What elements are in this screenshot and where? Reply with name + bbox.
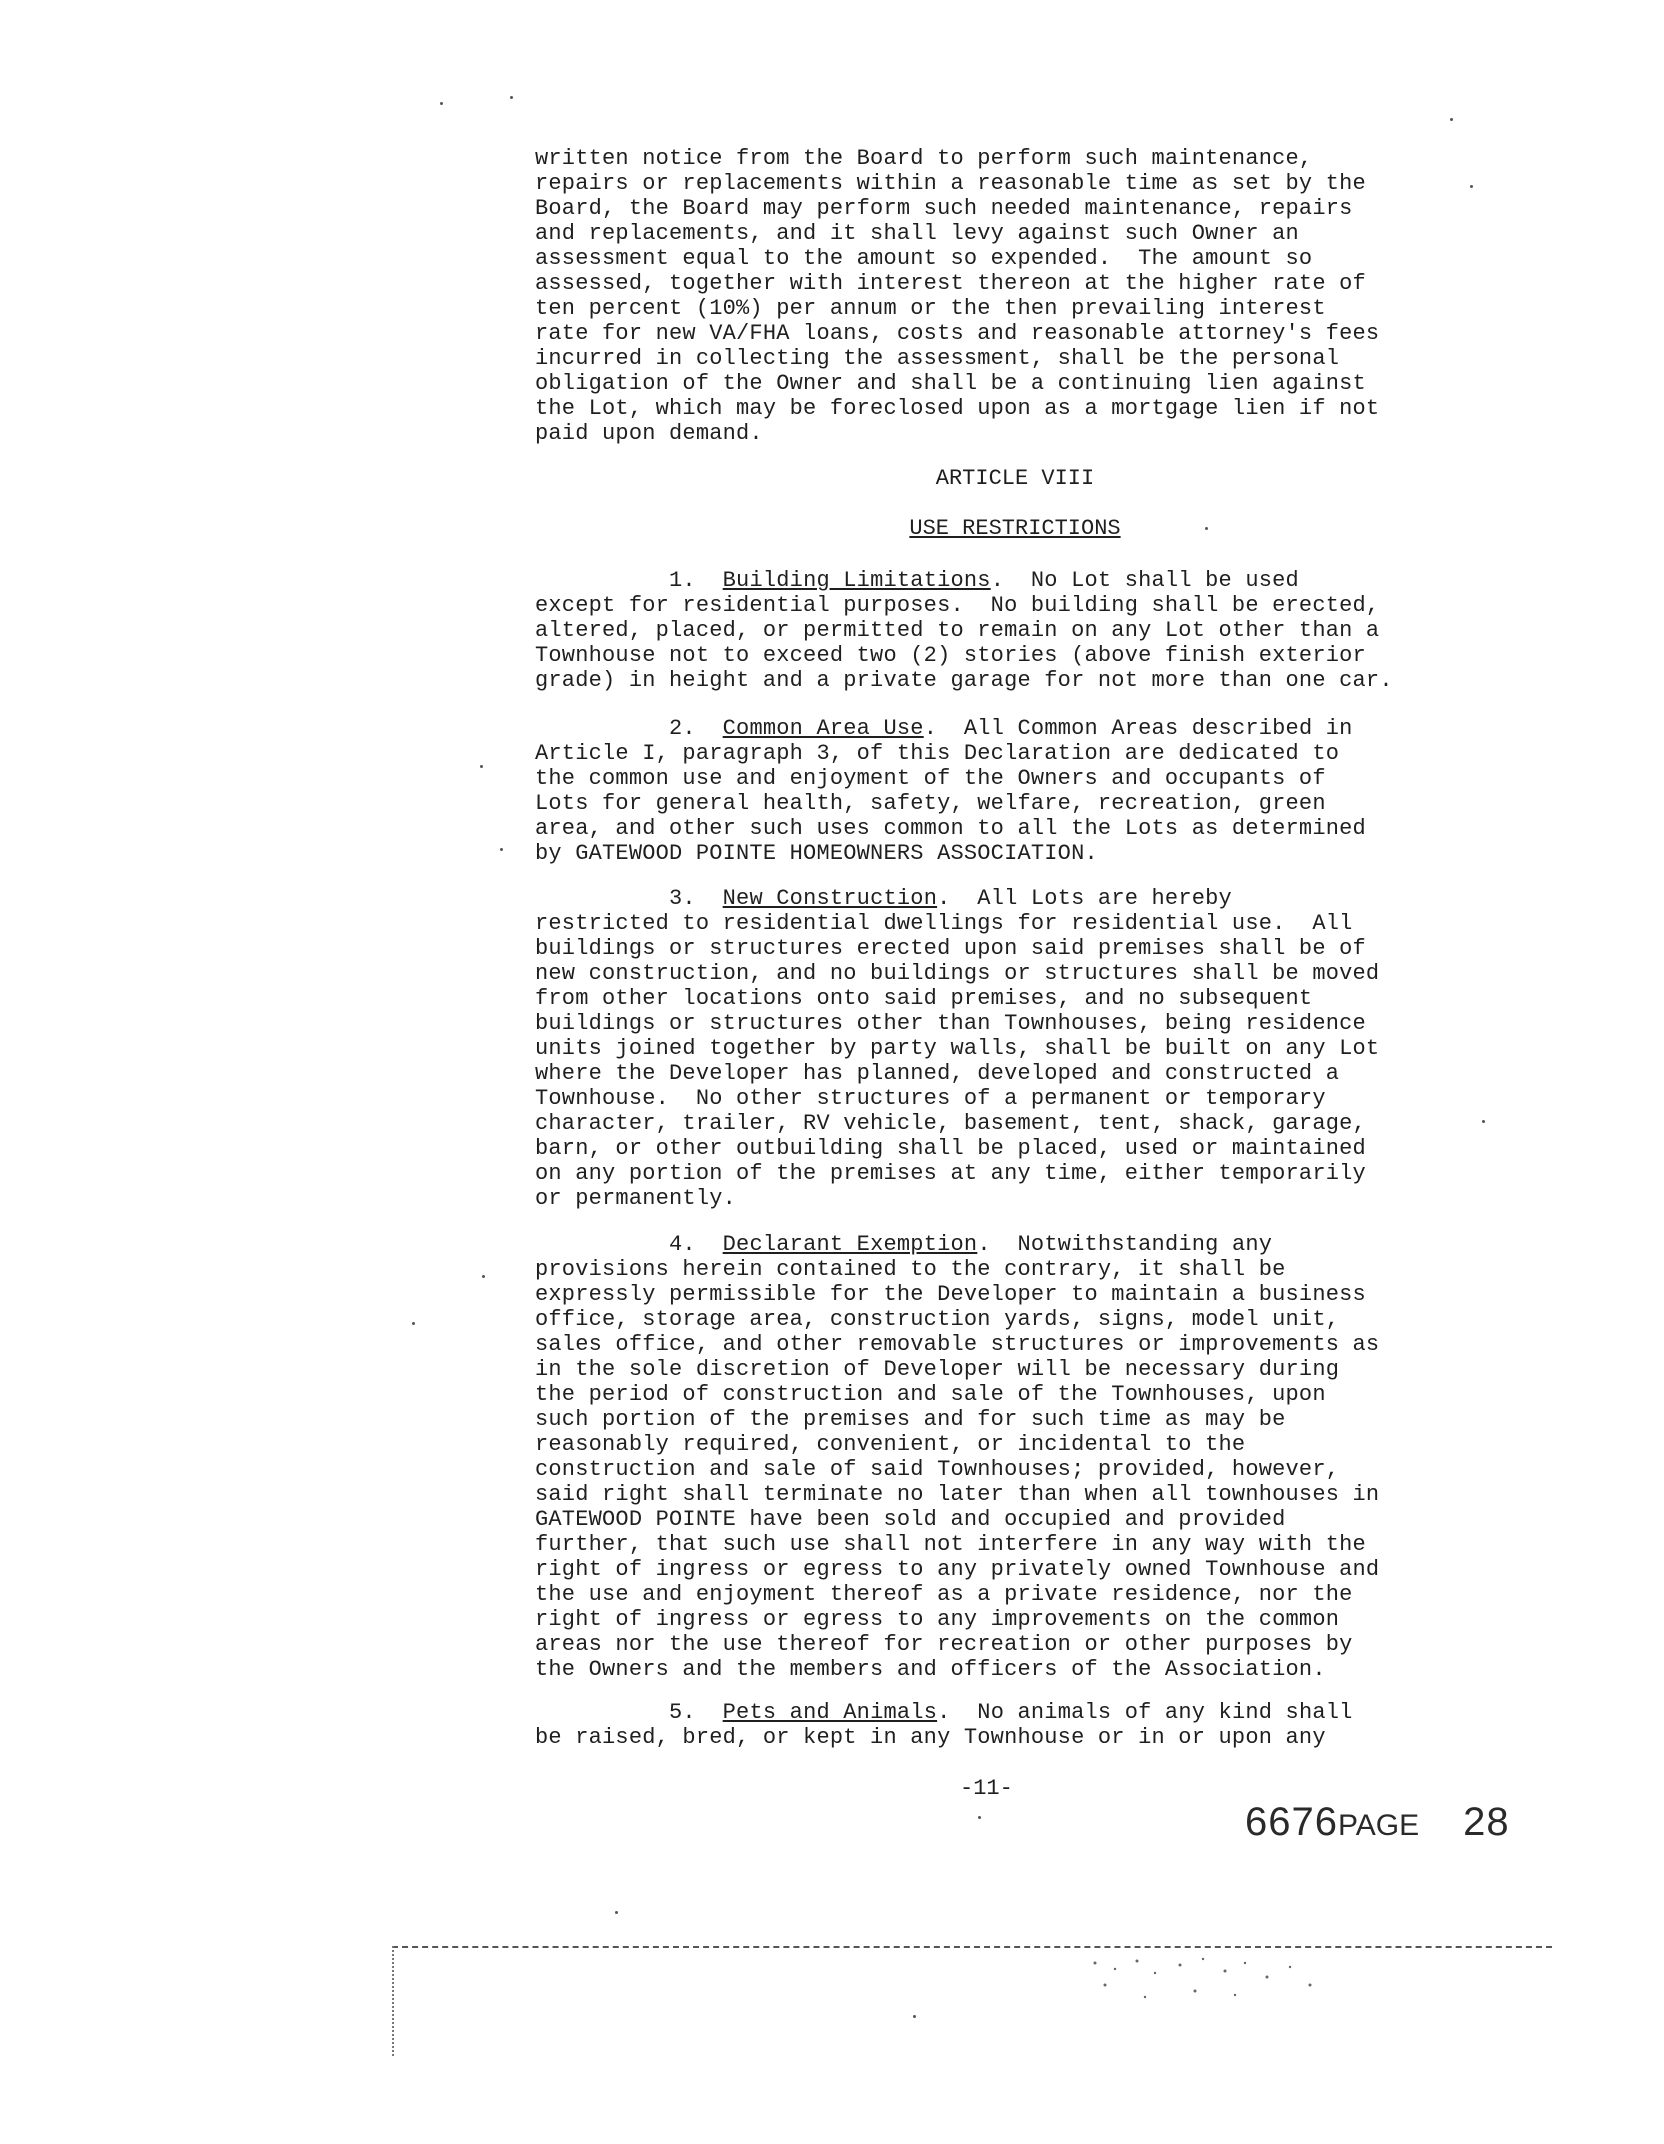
text-line: from other locations onto said premises, and no subsequent (535, 986, 1313, 1011)
text-line: expressly permissible for the Developer to maintain a business (535, 1282, 1366, 1307)
text-line: or permanently. (535, 1186, 737, 1211)
section-first-line-rest: . All Lots are hereby (937, 886, 1232, 911)
section-number: 4. (669, 1232, 696, 1257)
text-line: the period of construction and sale of the Townhouses, upon (535, 1382, 1326, 1407)
text-line: by GATEWOOD POINTE HOMEOWNERS ASSOCIATION. (535, 841, 1098, 866)
scan-speck (480, 765, 483, 768)
article-title: ARTICLE VIII (935, 466, 1095, 491)
page-label: PAGE (1337, 1809, 1420, 1842)
section-heading: Building Limitations (722, 568, 991, 593)
section-heading: Common Area Use (722, 716, 924, 741)
section-2 (535, 716, 1455, 866)
text-line: Board, the Board may perform such needed maintenance, repairs (535, 196, 1353, 221)
text-line: incurred in collecting the assessment, shall be the personal (535, 346, 1340, 371)
intro-paragraph (535, 146, 1455, 446)
section-heading: Pets and Animals (722, 1700, 938, 1725)
text-line: assessment equal to the amount so expended. The amount so (535, 246, 1313, 271)
text-line: further, that such use shall not interfere in any way with the (535, 1532, 1366, 1557)
section-heading: Declarant Exemption (722, 1232, 978, 1257)
scan-speck (615, 1911, 618, 1914)
text-line: grade) in height and a private garage for not more than one car. (535, 668, 1393, 693)
section-4 (535, 1232, 1455, 1682)
scan-speck (1205, 527, 1208, 530)
scan-speck (440, 102, 443, 105)
text-line: paid upon demand. (535, 421, 763, 446)
text-line: barn, or other outbuilding shall be placed, used or maintained (535, 1136, 1366, 1161)
scan-noise (1085, 1955, 1335, 2015)
text-line: Townhouse. No other structures of a permanent or temporary (535, 1086, 1326, 1111)
text-line: said right shall terminate no later than when all townhouses in (535, 1482, 1380, 1507)
text-line: the Lot, which may be foreclosed upon as a mortgage lien if not (535, 396, 1380, 421)
scan-speck (412, 1322, 415, 1325)
section-5 (535, 1700, 1455, 1750)
text-line: area, and other such uses common to all the Lots as determined (535, 816, 1366, 841)
section-number: 3. (669, 886, 696, 911)
text-line: the Owners and the members and officers of the Association. (535, 1657, 1326, 1682)
scan-speck (510, 96, 513, 99)
text-line: sales office, and other removable structures or improvements as (535, 1332, 1380, 1357)
book-page-stamp (1245, 1800, 1510, 1845)
text-line: the common use and enjoyment of the Owners and occupants of (535, 766, 1326, 791)
section-first-line-rest: . All Common Areas described in (923, 716, 1353, 741)
text-line: on any portion of the premises at any time, either temporarily (535, 1161, 1366, 1186)
text-line: buildings or structures erected upon said premises shall be of (535, 936, 1366, 961)
section-first-line (535, 716, 1455, 741)
section-3 (535, 886, 1455, 1211)
text-line: right of ingress or egress to any improvements on the common (535, 1607, 1340, 1632)
text-line: reasonably required, convenient, or incidental to the (535, 1432, 1246, 1457)
section-first-line-rest: . No Lot shall be used (990, 568, 1299, 593)
section-first-line-rest: . Notwithstanding any (977, 1232, 1273, 1257)
book-number: 6676 (1245, 1800, 1338, 1844)
section-first-line (535, 568, 1455, 593)
text-line: buildings or structures other than Townhouses, being residence (535, 1011, 1366, 1036)
section-number: 2. (669, 716, 696, 741)
text-line: GATEWOOD POINTE have been sold and occupied and provided (535, 1507, 1286, 1532)
text-line: altered, placed, or permitted to remain on any Lot other than a (535, 618, 1380, 643)
section-first-line-rest: . No animals of any kind shall (937, 1700, 1353, 1725)
scan-speck (978, 1816, 981, 1819)
section-number: 5. (669, 1700, 696, 1725)
section-number: 1. (669, 568, 696, 593)
section-1 (535, 568, 1455, 693)
section-first-line (535, 1232, 1455, 1257)
text-line: ten percent (10%) per annum or the then prevailing interest (535, 296, 1326, 321)
text-line: new construction, and no buildings or structures shall be moved (535, 961, 1380, 986)
text-line: right of ingress or egress to any privately owned Townhouse and (535, 1557, 1380, 1582)
scan-speck (1482, 1120, 1485, 1123)
text-line: Lots for general health, safety, welfare, recreation, green (535, 791, 1326, 816)
text-line: be raised, bred, or kept in any Townhouse or in or upon any (535, 1725, 1326, 1750)
scan-left-edge (392, 1946, 394, 2056)
text-line: the use and enjoyment thereof as a private residence, nor the (535, 1582, 1353, 1607)
text-line: except for residential purposes. No building shall be erected, (535, 593, 1380, 618)
text-line: in the sole discretion of Developer will be necessary during (535, 1357, 1340, 1382)
scan-edge-line (392, 1946, 1552, 1948)
section-first-line (535, 886, 1455, 911)
text-line: Townhouse not to exceed two (2) stories (above finish exterior (535, 643, 1366, 668)
scan-speck (1470, 185, 1473, 188)
text-line: assessed, together with interest thereon at the higher rate of (535, 271, 1366, 296)
text-line: provisions herein contained to the contrary, it shall be (535, 1257, 1286, 1282)
recorded-page-number: 28 (1463, 1800, 1510, 1844)
page-number: -11- (960, 1776, 1013, 1801)
text-line: office, storage area, construction yards, signs, model unit, (535, 1307, 1340, 1332)
section-first-line (535, 1700, 1455, 1725)
text-line: and replacements, and it shall levy against such Owner an (535, 221, 1299, 246)
scan-speck (482, 1275, 485, 1278)
text-line: where the Developer has planned, developed and constructed a (535, 1061, 1340, 1086)
text-line: repairs or replacements within a reasonable time as set by the (535, 171, 1366, 196)
text-line: obligation of the Owner and shall be a continuing lien against (535, 371, 1366, 396)
text-line: written notice from the Board to perform such maintenance, (535, 146, 1313, 171)
text-line: areas nor the use thereof for recreation or other purposes by (535, 1632, 1353, 1657)
scan-speck (1450, 118, 1453, 121)
text-line: restricted to residential dwellings for residential use. All (535, 911, 1353, 936)
article-subtitle: USE RESTRICTIONS (909, 516, 1121, 541)
section-heading: New Construction (722, 886, 938, 911)
scan-speck (913, 2015, 916, 2018)
text-line: Article I, paragraph 3, of this Declaration are dedicated to (535, 741, 1340, 766)
text-line: units joined together by party walls, shall be built on any Lot (535, 1036, 1380, 1061)
scan-speck (500, 848, 503, 851)
text-line: character, trailer, RV vehicle, basement, tent, shack, garage, (535, 1111, 1366, 1136)
text-line: rate for new VA/FHA loans, costs and reasonable attorney's fees (535, 321, 1380, 346)
text-line: such portion of the premises and for such time as may be (535, 1407, 1286, 1432)
text-line: construction and sale of said Townhouses; provided, however, (535, 1457, 1340, 1482)
